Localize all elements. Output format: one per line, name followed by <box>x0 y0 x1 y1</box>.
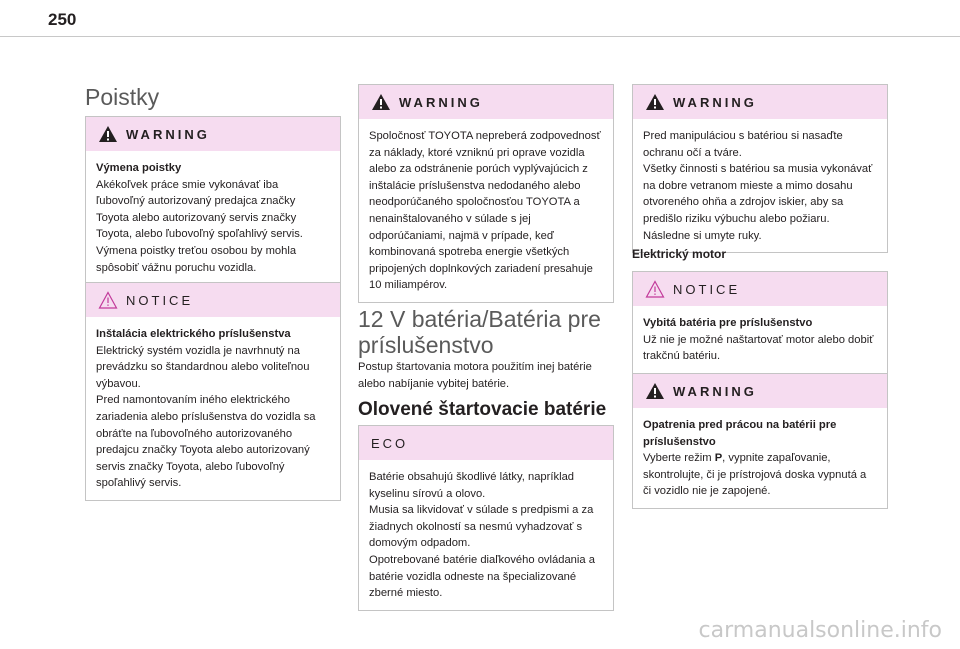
eco-body <box>359 460 613 610</box>
warning-body <box>359 119 613 302</box>
warning-text: Spoločnosť TOYOTA nepreberá zodpovednosť za náklady, ktoré vzniknú pri oprave vozidla alebo za odstránenie porúch vyplývajúcich z inštalácie príslušenstva nedodaného alebo neodporúčaného spoločnosťou TOYOTA a nenainštalovaného v súlade s jej odporúčaniami, najmä v prípade, keď kombinovaná spotreba energie všetkých pripojených doplnkových zariadení presahuje 10 miliampérov. <box>369 130 601 292</box>
notice-subtitle: Inštalácia elektrického príslušenstva <box>96 328 291 340</box>
warning-text-pre: Vyberte režim <box>643 452 715 465</box>
eco-text-1: Batérie obsahujú škodlivé látky, napríklad kyselinu sírovú a olovo. <box>369 471 575 500</box>
warning-label: WARNING <box>673 383 757 399</box>
warning-label: WARNING <box>399 94 483 110</box>
warning-text <box>643 450 877 500</box>
notice-box-accessories <box>85 282 341 501</box>
warning-box-handling <box>632 84 888 253</box>
warning-triangle-icon <box>371 93 391 111</box>
warning-text-3: Následne si umyte ruky. <box>643 229 762 242</box>
eco-box <box>358 425 614 611</box>
notice-header <box>86 283 340 317</box>
heading-lead-batteries: Olovené štartovacie batérie <box>358 399 607 420</box>
section-title-battery: 12 V batéria/Batéria pre príslušenstvo <box>358 306 601 359</box>
warning-label: WARNING <box>673 94 757 110</box>
notice-label: NOTICE <box>673 281 741 297</box>
notice-box-discharged <box>632 271 888 374</box>
eco-text-2: Musia sa likvidovať v súlade s predpismi a za žiadnych okolností sa nesmú vyhadzovať s domovým odpadom. <box>369 504 594 550</box>
warning-header <box>633 85 887 119</box>
warning-header <box>633 374 887 408</box>
mode-p-label: P <box>714 452 723 465</box>
notice-text-1: Elektrický systém vozidla je navrhnutý na prevádzku so štandardnou alebo voliteľnou výbavou. <box>96 344 310 390</box>
notice-subtitle: Vybitá batéria pre príslušenstvo <box>643 317 813 329</box>
warning-triangle-icon <box>98 125 118 143</box>
notice-text: Už nie je možné naštartovať motor alebo dobiť trakčnú batériu. <box>643 333 874 363</box>
notice-triangle-icon <box>98 291 118 309</box>
warning-body <box>86 151 340 284</box>
notice-header <box>633 272 887 306</box>
warning-body <box>633 408 887 508</box>
warning-text-2: Všetky činnosti s batériou sa musia vykonávať na dobre vetranom mieste a mimo dosahu otvoreného ohňa a zdrojov iskier, aby sa predišlo riziku výbuchu alebo požiaru. <box>643 163 873 225</box>
warning-header <box>359 85 613 119</box>
warning-label: WARNING <box>126 126 210 142</box>
notice-text-2: Pred namontovaním iného elektrického zariadenia alebo príslušenstva do vozidla sa obráťte na ľubovoľného autorizovaného predajcu značky Toyota alebo autorizovaný servis značky Toyota, alebo ľubovoľný spoľahlivý servis. <box>96 394 316 490</box>
warning-triangle-icon <box>645 93 665 111</box>
page-number: 250 <box>48 10 77 29</box>
eco-label: ECO <box>371 435 409 451</box>
eco-text-3: Opotrebované batérie diaľkového ovládania a batérie vozidla odneste na špecializované zberné miesto. <box>369 553 595 600</box>
warning-subtitle: Výmena poistky <box>96 162 182 174</box>
warning-subtitle: Opatrenia pred prácou na batérii pre príslušenstvo <box>643 419 837 448</box>
eco-header <box>359 426 613 460</box>
warning-triangle-icon <box>645 382 665 400</box>
notice-label: NOTICE <box>126 292 194 308</box>
warning-body <box>633 119 887 252</box>
warning-box-liability <box>358 84 614 303</box>
notice-body <box>633 306 887 373</box>
warning-text: Akékoľvek práce smie vykonávať iba ľubovoľný autorizovaný predajca značky Toyota alebo autorizovaný servis značky Toyota, alebo ľubovoľný spoľahlivý servis. Výmena poistky treťou osobou by mohla spôsobiť vážnu poruchu vozidla. <box>96 178 303 274</box>
notice-body <box>86 317 340 500</box>
notice-triangle-icon <box>645 280 665 298</box>
warning-text-post: , vypnite zapaľovanie, skontrolujte, či je prístrojová doska vypnutá a či vozidlo nie je zapojené. <box>643 452 867 498</box>
header-divider <box>0 36 960 37</box>
warning-box-fuse <box>85 116 341 285</box>
warning-header <box>86 117 340 151</box>
section-title-fuses: Poistky <box>85 84 160 110</box>
watermark: carmanualsonline.info <box>698 618 942 643</box>
heading-electric-motor: Elektrický motor <box>632 247 727 261</box>
battery-intro: Postup štartovania motora použitím inej batérie alebo nabíjanie vybitej batérie. <box>358 361 592 390</box>
warning-box-precautions <box>632 373 888 509</box>
warning-text-1: Pred manipuláciou s batériou si nasaďte ochranu očí a tváre. <box>643 130 843 159</box>
